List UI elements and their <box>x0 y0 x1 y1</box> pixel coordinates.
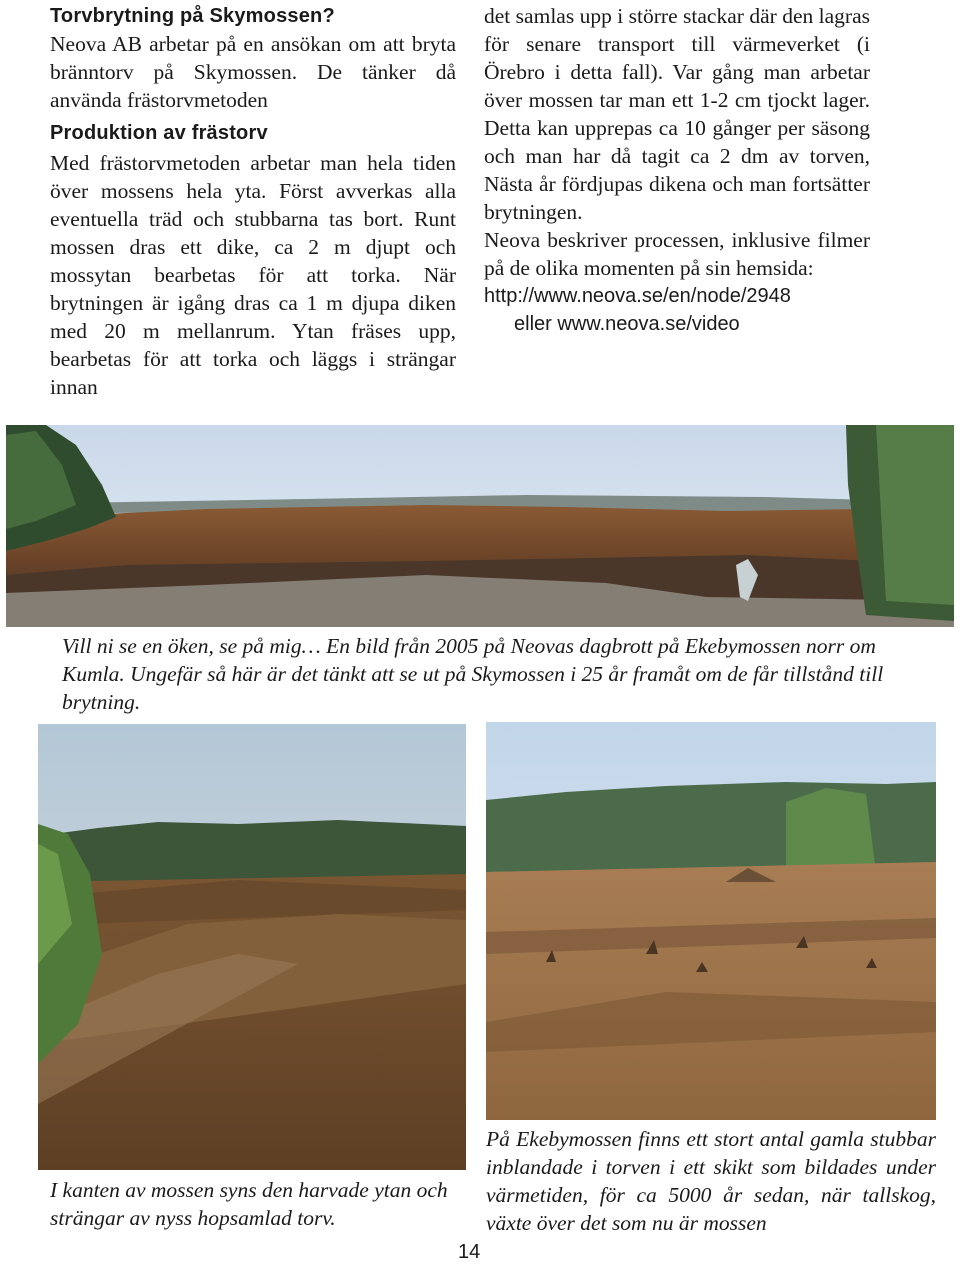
neova-link-2[interactable]: www.neova.se/video <box>557 313 740 335</box>
panorama-caption: Vill ni se en öken, se på mig… En bild från 2005 på Neovas dagbrott på Ekebymossen norr om Kumla. Ungefär så här är det tänkt att se ut på Skymossen i 25 år framåt om de får tillstånd till brytning. <box>62 634 884 714</box>
bottom-left-caption: I kanten av mossen syns den harvade ytan och strängar av nyss hopsamlad torv. <box>50 1178 448 1230</box>
body-left-paragraph: Med frästorvmetoden arbetar man hela tiden över mossens hela yta. Först avverkas alla eventuella träd och stubbarna tas bort. Runt mossen dras ett dike, ca 2 m djupt och mossytan bearbetas för att torka. När brytningen är igång dras ca 1 m djupa diken med 20 m mellanrum. Ytan fräses upp, bearbetas för att torka och läggs i strängar innan <box>50 151 456 399</box>
neova-link-line-2 <box>484 310 870 338</box>
body-right-paragraph-2: Neova beskriver processen, inklusive filmer på de olika momenten på sin hemsida: <box>484 228 870 280</box>
page-number: 14 <box>458 1241 481 1263</box>
left-column <box>50 2 456 401</box>
neova-link-1[interactable]: http://www.neova.se/en/node/2948 <box>484 285 791 307</box>
bottom-right-caption: På Ekebymossen finns ett stort antal gamla stubbar inblandade i torven i ett skikt som bildades under värmetiden, för ca 5000 år sedan, när tallskog, växte över det som nu är mossen <box>486 1127 936 1235</box>
link-prefix: eller <box>514 313 558 335</box>
harrowed-surface-photo <box>38 724 466 1170</box>
subheading: Produktion av frästorv <box>50 122 268 144</box>
panorama-photo <box>6 425 954 627</box>
body-right-paragraph: det samlas upp i större stackar där den lagras för senare transport till värmeverket (i Örebro i detta fall). Var gång man arbetar över mossen tar man ett 1-2 cm tjockt lager. Detta kan upprepas ca 10 gånger per säsong och man har då tagit ca 2 dm av torven, Nästa år fördjupas dikena och man fortsätter brytningen. <box>484 4 870 224</box>
article-title: Torvbrytning på Skymossen? <box>50 5 335 27</box>
right-column <box>484 2 870 338</box>
intro-paragraph: Neova AB arbetar på en ansökan om att bryta bränntorv på Skymossen. De tänker då använda frästorvmetoden <box>50 32 456 112</box>
stumps-photo <box>486 722 936 1120</box>
